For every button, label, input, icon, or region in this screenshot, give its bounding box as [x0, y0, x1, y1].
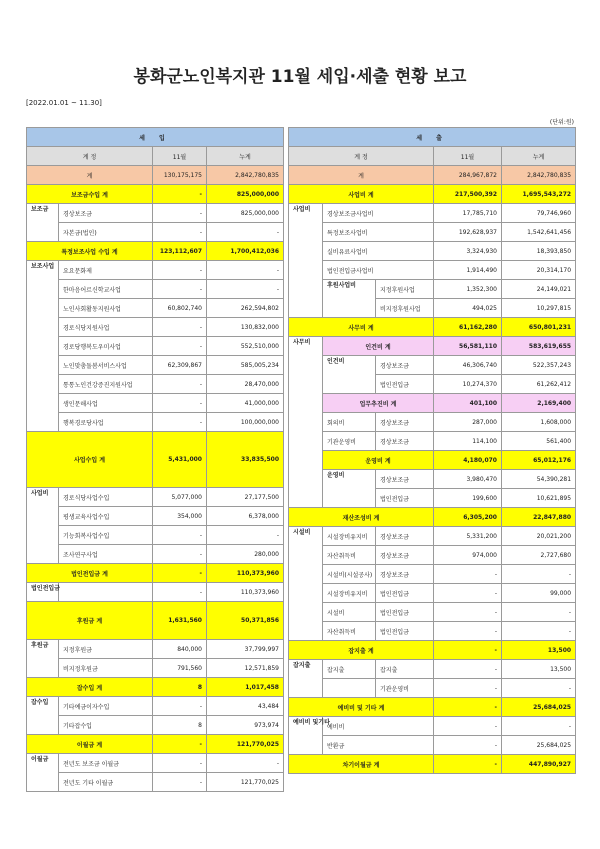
expense-group-sum-row	[289, 508, 576, 527]
sub-category-label: 시설장비유지비	[323, 527, 376, 546]
sub-category-label: 자산취득비	[323, 546, 376, 565]
item-label: 경상보조금	[376, 413, 434, 432]
item-cumulative: -	[207, 526, 284, 545]
item-cumulative: 61,262,412	[502, 375, 576, 394]
group-sum-month: 1,631,560	[153, 602, 207, 640]
expense-item-row	[289, 603, 576, 622]
item-label: 경상보조금	[376, 356, 434, 375]
group-sum-month: 5,431,000	[153, 432, 207, 488]
item-cumulative: -	[502, 565, 576, 584]
item-cumulative: 100,000,000	[207, 413, 284, 432]
income-item-row	[27, 488, 284, 507]
income-group-sum-row	[27, 564, 284, 583]
income-item-row	[27, 507, 284, 526]
item-month: 10,274,370	[434, 375, 502, 394]
expense-item-row	[289, 280, 576, 299]
group-sum-label: 보조금수입 계	[27, 185, 153, 204]
group-sum-month: -	[434, 698, 502, 717]
group-sum-month: 4,180,070	[434, 451, 502, 470]
item-label: 경상보조금	[376, 546, 434, 565]
item-month: 791,560	[153, 659, 207, 678]
category-label: 법인전입금	[27, 583, 59, 602]
item-month: 17,785,710	[434, 204, 502, 223]
item-month: -	[153, 394, 207, 413]
group-sum-cumulative: 33,835,500	[207, 432, 284, 488]
item-label: 조사연구사업	[59, 545, 153, 564]
item-cumulative: -	[207, 261, 284, 280]
expense-item-row	[289, 717, 576, 736]
group-sum-label: 사무비 계	[289, 318, 434, 337]
group-sum-cumulative: 65,012,176	[502, 451, 576, 470]
item-cumulative: 1,542,641,456	[502, 223, 576, 242]
item-month: 974,000	[434, 546, 502, 565]
group-sum-label: 후원금 계	[27, 602, 153, 640]
group-sum-cumulative: 447,890,927	[502, 755, 576, 774]
item-cumulative: 262,594,802	[207, 299, 284, 318]
expense-item-row	[289, 261, 576, 280]
report-title: 봉화군노인복지관 11월 세입·세출 현황 보고	[133, 67, 467, 87]
income-item-row	[27, 659, 284, 678]
item-cumulative: 10,621,895	[502, 489, 576, 508]
item-label: 전년도 보조금 이월금	[59, 754, 153, 773]
expense-column-header	[289, 147, 576, 166]
item-month: -	[153, 773, 207, 792]
income-group-sum-row	[27, 242, 284, 261]
item-cumulative: 28,470,000	[207, 375, 284, 394]
item-cumulative: -	[502, 717, 576, 736]
income-item-row	[27, 545, 284, 564]
group-sum-month: -	[153, 564, 207, 583]
item-month: -	[153, 204, 207, 223]
group-sum-cumulative: 110,373,960	[207, 564, 284, 583]
expense-subgroup-sum-row	[289, 337, 576, 356]
group-sum-cumulative: 2,169,400	[502, 394, 576, 413]
report-period: [2022.01.01 ~ 11.30]	[26, 99, 102, 107]
item-label: 법인전입금	[376, 622, 434, 641]
item-cumulative: 552,510,000	[207, 337, 284, 356]
group-sum-label: 사업비 계	[289, 185, 434, 204]
item-cumulative: 973,974	[207, 716, 284, 735]
item-month: -	[434, 736, 502, 755]
group-sum-month: 8	[153, 678, 207, 697]
income-group-sum-row	[27, 678, 284, 697]
item-cumulative: 18,393,850	[502, 242, 576, 261]
income-group-sum-row	[27, 735, 284, 754]
category-label: 사업비	[27, 488, 59, 564]
income-item-row	[27, 356, 284, 375]
item-cumulative: 585,005,234	[207, 356, 284, 375]
item-cumulative: 110,373,960	[207, 583, 284, 602]
group-sum-month: -	[153, 735, 207, 754]
income-column-header	[27, 147, 284, 166]
sub-category-label: 후원사업비	[323, 280, 376, 318]
category-label: 사업비	[289, 204, 323, 318]
item-cumulative: 27,177,500	[207, 488, 284, 507]
item-cumulative: -	[207, 280, 284, 299]
income-section-header	[27, 128, 284, 147]
item-month: -	[434, 584, 502, 603]
item-cumulative: 37,799,997	[207, 640, 284, 659]
expense-group-sum-row	[289, 698, 576, 717]
group-sum-label: 인건비 계	[323, 337, 434, 356]
item-cumulative: 43,484	[207, 697, 284, 716]
income-item-row	[27, 318, 284, 337]
item-label: 경상보조금	[376, 565, 434, 584]
item-month: 840,000	[153, 640, 207, 659]
item-month: -	[434, 660, 502, 679]
category-label: 잡수입	[27, 697, 59, 735]
cumulative-header: 누계	[502, 147, 576, 166]
item-month: 1,914,490	[434, 261, 502, 280]
sub-category-label: 운영비	[323, 470, 376, 508]
expense-item-row	[289, 470, 576, 489]
item-label: 경상보조금	[376, 527, 434, 546]
item-cumulative: -	[502, 603, 576, 622]
expense-item-row	[289, 432, 576, 451]
sub-category-label: 회의비	[323, 413, 376, 432]
category-label: 사무비	[289, 337, 323, 508]
item-month: 60,802,740	[153, 299, 207, 318]
item-month: -	[153, 223, 207, 242]
sub-category-label: 잡지출	[323, 660, 376, 679]
item-label: 경로식당지원사업	[59, 318, 153, 337]
item-month: -	[153, 545, 207, 564]
income-item-row	[27, 337, 284, 356]
item-cumulative: 1,608,000	[502, 413, 576, 432]
sub-category-label: 자산취득비	[323, 622, 376, 641]
item-month: -	[153, 280, 207, 299]
item-cumulative: -	[207, 754, 284, 773]
item-month: -	[153, 526, 207, 545]
item-label: 실비유료사업비	[323, 242, 434, 261]
group-sum-label: 이월금 계	[27, 735, 153, 754]
group-sum-label: 특정보조사업 수입 계	[27, 242, 153, 261]
expense-item-row	[289, 622, 576, 641]
total-month: 130,175,175	[153, 166, 207, 185]
sub-category-label: 기관운영비	[323, 432, 376, 451]
item-month: 3,324,930	[434, 242, 502, 261]
item-label: 경로식당사업수입	[59, 488, 153, 507]
income-group-sum-row	[27, 185, 284, 204]
income-item-row	[27, 716, 284, 735]
item-month: 62,309,867	[153, 356, 207, 375]
item-cumulative: 20,314,170	[502, 261, 576, 280]
expense-item-row	[289, 584, 576, 603]
item-label: 통통노인건강증진지원사업	[59, 375, 153, 394]
item-label: 생인문해사업	[59, 394, 153, 413]
carryover-sum-row	[289, 755, 576, 774]
total-cumulative: 2,842,780,835	[502, 166, 576, 185]
item-label: 법인전입금	[376, 603, 434, 622]
expense-group-sum-row	[289, 185, 576, 204]
group-sum-label: 재산조성비 계	[289, 508, 434, 527]
income-table	[26, 127, 284, 792]
item-month: 114,100	[434, 432, 502, 451]
income-group-sum-row	[27, 432, 284, 488]
category-label: 보조사업	[27, 261, 59, 432]
item-month: 494,025	[434, 299, 502, 318]
expense-group-sum-row	[289, 641, 576, 660]
item-month: -	[434, 622, 502, 641]
expense-item-row	[289, 413, 576, 432]
item-month: 5,331,200	[434, 527, 502, 546]
group-sum-cumulative: 1,700,412,036	[207, 242, 284, 261]
group-sum-cumulative: 583,619,655	[502, 337, 576, 356]
unit-label: (단위:원)	[549, 119, 574, 126]
item-label: 반환금	[323, 736, 434, 755]
item-cumulative: 99,000	[502, 584, 576, 603]
item-label: 법인전입금사업비	[323, 261, 434, 280]
group-sum-label: 잡수입 계	[27, 678, 153, 697]
item-month: 192,628,937	[434, 223, 502, 242]
income-item-row	[27, 394, 284, 413]
item-label: 행복경로당사업	[59, 413, 153, 432]
item-month: -	[153, 375, 207, 394]
group-sum-month: 217,500,392	[434, 185, 502, 204]
group-sum-cumulative: 13,500	[502, 641, 576, 660]
total-cumulative: 2,842,780,835	[207, 166, 284, 185]
group-sum-month: 123,112,607	[153, 242, 207, 261]
item-cumulative: -	[502, 622, 576, 641]
group-sum-cumulative: 1,017,458	[207, 678, 284, 697]
group-sum-month: -	[434, 641, 502, 660]
item-month: -	[153, 583, 207, 602]
item-cumulative: 12,571,859	[207, 659, 284, 678]
item-cumulative: 54,390,281	[502, 470, 576, 489]
sub-category-label: 시설비(시설공사)	[323, 565, 376, 584]
expense-item-row	[289, 223, 576, 242]
expense-item-row	[289, 527, 576, 546]
group-sum-cumulative: 22,847,880	[502, 508, 576, 527]
month-header: 11월	[153, 147, 207, 166]
group-sum-cumulative: 50,371,856	[207, 602, 284, 640]
item-label: 경상보조금사업비	[323, 204, 434, 223]
income-item-row	[27, 375, 284, 394]
income-item-row	[27, 261, 284, 280]
item-label: 자본금(법인)	[59, 223, 153, 242]
income-item-row	[27, 754, 284, 773]
item-label: 노인맞춤돌봄서비스사업	[59, 356, 153, 375]
item-cumulative: 280,000	[207, 545, 284, 564]
item-month: 3,980,470	[434, 470, 502, 489]
group-sum-month: 401,100	[434, 394, 502, 413]
expense-section-label: 세 출	[289, 128, 576, 147]
item-label: 전년도 기타 이월금	[59, 773, 153, 792]
item-month: 354,000	[153, 507, 207, 526]
income-section-label: 세 입	[27, 128, 284, 147]
cumulative-header: 누계	[207, 147, 284, 166]
item-label: 비지정후원금	[59, 659, 153, 678]
income-total-row	[27, 166, 284, 185]
group-sum-cumulative: 1,695,543,272	[502, 185, 576, 204]
group-sum-label: 법인전입금 계	[27, 564, 153, 583]
group-sum-month: -	[153, 185, 207, 204]
expense-total-row	[289, 166, 576, 185]
item-month: -	[434, 603, 502, 622]
group-sum-label: 잡지출 계	[289, 641, 434, 660]
sub-category-label: 인건비	[323, 356, 376, 394]
income-item-row	[27, 413, 284, 432]
account-header: 계 정	[289, 147, 434, 166]
group-sum-cumulative: 25,684,025	[502, 698, 576, 717]
item-cumulative: 2,727,680	[502, 546, 576, 565]
item-label: 법인전입금	[376, 375, 434, 394]
item-label: 비지정후원사업	[376, 299, 434, 318]
item-label: 법인전입금	[376, 489, 434, 508]
total-month: 284,967,872	[434, 166, 502, 185]
item-month: -	[153, 337, 207, 356]
item-month: 46,306,740	[434, 356, 502, 375]
item-label: 기능회복사업수입	[59, 526, 153, 545]
category-label: 시설비	[289, 527, 323, 641]
item-label: 요요문화제	[59, 261, 153, 280]
income-item-row	[27, 697, 284, 716]
item-month: 287,000	[434, 413, 502, 432]
item-cumulative: 13,500	[502, 660, 576, 679]
item-label: 특정보조사업비	[323, 223, 434, 242]
group-sum-label: 사업수입 계	[27, 432, 153, 488]
item-cumulative: 79,746,960	[502, 204, 576, 223]
income-item-row	[27, 280, 284, 299]
item-cumulative: 24,149,021	[502, 280, 576, 299]
item-month: -	[153, 318, 207, 337]
income-item-row	[27, 773, 284, 792]
expense-subgroup-sum-row	[289, 451, 576, 470]
item-cumulative: 6,378,000	[207, 507, 284, 526]
income-item-row	[27, 299, 284, 318]
expense-subgroup-sum-row	[289, 394, 576, 413]
income-item-row	[27, 526, 284, 545]
total-label: 계	[27, 166, 153, 185]
sub-category-label: 시설장비유지비	[323, 584, 376, 603]
expense-item-row	[289, 565, 576, 584]
item-label: 지정후원금	[59, 640, 153, 659]
item-cumulative: 10,297,815	[502, 299, 576, 318]
item-month: 199,600	[434, 489, 502, 508]
item-month: -	[434, 679, 502, 698]
sub-category-label: 시설비	[323, 603, 376, 622]
expense-item-row	[289, 736, 576, 755]
item-label: 경로당행복도우미사업	[59, 337, 153, 356]
item-cumulative: 25,684,025	[502, 736, 576, 755]
expense-group-sum-row	[289, 318, 576, 337]
income-item-row	[27, 583, 284, 602]
category-label: 보조금	[27, 204, 59, 242]
item-cumulative: 41,000,000	[207, 394, 284, 413]
category-label: 잡지출	[289, 660, 323, 698]
expense-item-row	[289, 660, 576, 679]
item-cumulative: -	[502, 679, 576, 698]
group-sum-label: 예비비 및 기타 계	[289, 698, 434, 717]
group-sum-label: 업무추진비 계	[323, 394, 434, 413]
income-item-row	[27, 204, 284, 223]
item-cumulative: 130,832,000	[207, 318, 284, 337]
item-month: -	[434, 565, 502, 584]
item-label: 평생교육사업수입	[59, 507, 153, 526]
expense-item-row	[289, 242, 576, 261]
group-sum-label: 운영비 계	[323, 451, 434, 470]
group-sum-label: 차기이월금 계	[289, 755, 434, 774]
item-month: -	[434, 717, 502, 736]
item-month: 8	[153, 716, 207, 735]
item-cumulative: 561,400	[502, 432, 576, 451]
item-month: 5,077,000	[153, 488, 207, 507]
item-month: -	[153, 754, 207, 773]
item-label: 기관운영비	[376, 679, 434, 698]
category-label: 후원금	[27, 640, 59, 678]
item-label: 지정후원사업	[376, 280, 434, 299]
month-header: 11월	[434, 147, 502, 166]
item-month: -	[153, 697, 207, 716]
sub-category-label	[323, 679, 376, 698]
group-sum-cumulative: 650,801,231	[502, 318, 576, 337]
expense-item-row	[289, 356, 576, 375]
item-cumulative: 825,000,000	[207, 204, 284, 223]
item-cumulative: 20,021,200	[502, 527, 576, 546]
group-sum-cumulative: 825,000,000	[207, 185, 284, 204]
group-sum-month: 56,581,110	[434, 337, 502, 356]
item-month: -	[153, 261, 207, 280]
category-label: 이월금	[27, 754, 59, 792]
item-label	[59, 583, 153, 602]
item-month: 1,352,300	[434, 280, 502, 299]
item-cumulative: 121,770,025	[207, 773, 284, 792]
item-label: 경상보조금	[59, 204, 153, 223]
income-item-row	[27, 640, 284, 659]
item-label: 예비비	[323, 717, 434, 736]
item-label: 경상보조금	[376, 432, 434, 451]
expense-table	[288, 127, 576, 774]
item-label: 잡지출	[376, 660, 434, 679]
item-month: -	[153, 413, 207, 432]
expense-section-header	[289, 128, 576, 147]
item-cumulative: -	[207, 223, 284, 242]
expense-item-row	[289, 546, 576, 565]
total-label: 계	[289, 166, 434, 185]
item-label: 기타잡수입	[59, 716, 153, 735]
group-sum-month: -	[434, 755, 502, 774]
group-sum-month: 61,162,280	[434, 318, 502, 337]
item-label: 한마음어르신학교사업	[59, 280, 153, 299]
item-label: 노인사회활동지원사업	[59, 299, 153, 318]
category-label: 예비비 및기타	[289, 717, 323, 755]
income-item-row	[27, 223, 284, 242]
item-cumulative: 522,357,243	[502, 356, 576, 375]
item-label: 경상보조금	[376, 470, 434, 489]
group-sum-month: 6,305,200	[434, 508, 502, 527]
item-label: 법인전입금	[376, 584, 434, 603]
income-group-sum-row	[27, 602, 284, 640]
expense-item-row	[289, 204, 576, 223]
item-label: 기타예금이자수입	[59, 697, 153, 716]
expense-item-row	[289, 679, 576, 698]
account-header: 계 정	[27, 147, 153, 166]
group-sum-cumulative: 121,770,025	[207, 735, 284, 754]
